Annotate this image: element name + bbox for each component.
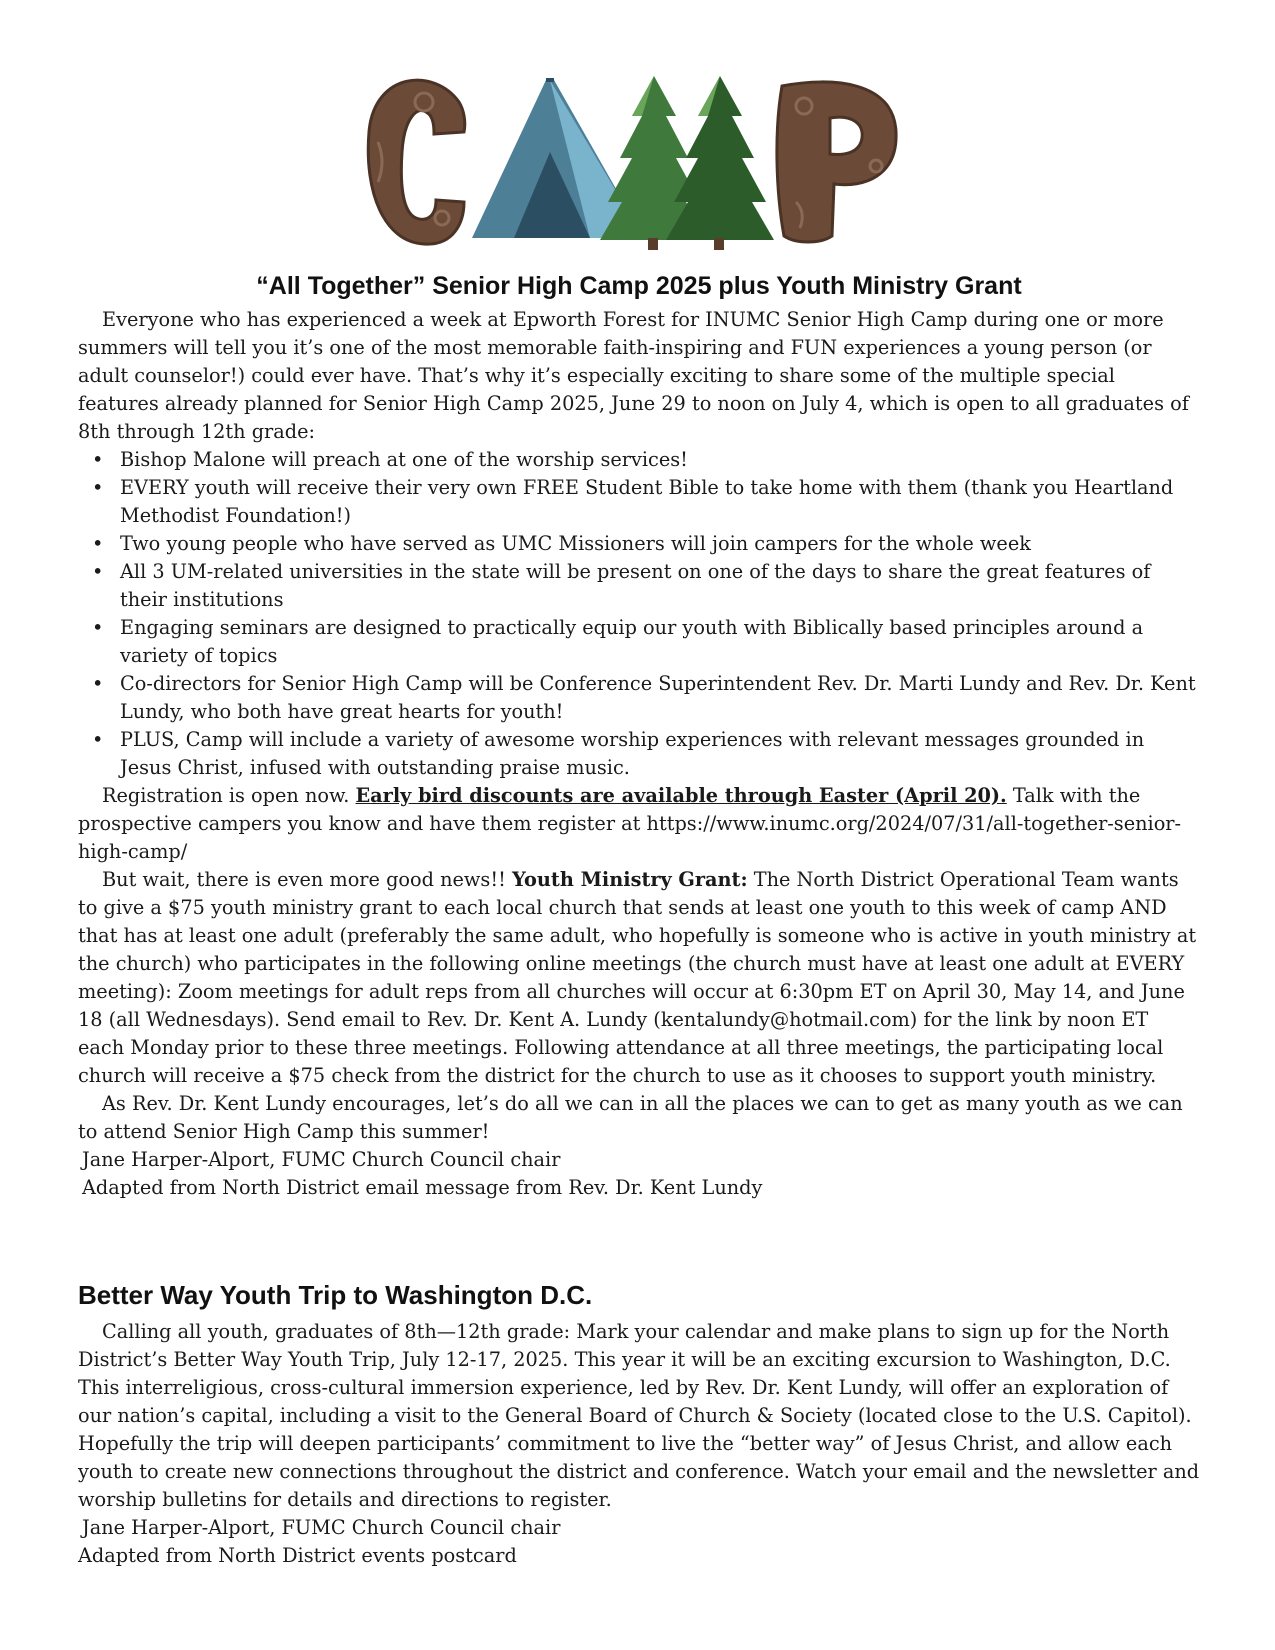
list-item: • PLUS, Camp will include a variety of awesome worship experiences with relevant messages grounded in Jesus Christ, infused with outstanding praise music.: [92, 728, 1145, 779]
list-item: • Co-directors for Senior High Camp will be Conference Superintendent Rev. Dr. Marti Lundy and Rev. Dr. Kent Lundy, who both have great hearts for youth!: [92, 672, 1196, 723]
logo-trees: [600, 76, 774, 250]
article1-title: “All Together” Senior High Camp 2025 plus Youth Ministry Grant: [256, 272, 1022, 300]
article2-body: [78, 1318, 1200, 1570]
article1-body: [78, 306, 1200, 1202]
list-item: • Engaging seminars are designed to practically equip our youth with Biblically based principles around a variety of topics: [92, 616, 1144, 667]
camp-logo-graphic: [364, 72, 924, 254]
article1-registration: Registration is open now. Early bird discounts are available through Easter (April 20). Talk with the prospective campers you know and have them register at https://www.inumc.org/2024/07/31/all-together-senior-high-camp/: [78, 784, 1182, 863]
list-item: • Two young people who have served as UMC Missioners will join campers for the whole week: [92, 532, 1031, 555]
article1-grant: But wait, there is even more good news!! Youth Ministry Grant: The North District Operational Team wants to give a $75 youth ministry grant to each local church that sends at least one youth to this week of camp AND that has at least one adult (preferably the same adult, who hopefully is someone who is active in youth ministry at the church) who participates in the following online meetings (the church must have at least one adult at EVERY meeting): Zoom meetings for adult reps from all churches will occur at 6:30pm ET on April 30, May 14, and June 18 (all Wednesdays). Send email to Rev. Dr. Kent A. Lundy (kentalundy@hotmail.com) for the link by noon ET each Monday prior to these three meetings. Following attendance at all three meetings, the participating local church will receive a $75 check from the district for the church to use as it chooses to support youth ministry.: [78, 868, 1197, 1087]
grant-label: Youth Ministry Grant:: [511, 868, 748, 891]
article2-signature: Jane Harper-Alport, FUMC Church Council chair: [82, 1516, 561, 1539]
article2-source: Adapted from North District events postcard: [78, 1544, 517, 1567]
early-bird-notice: Early bird discounts are available through Easter (April 20).: [355, 784, 1007, 807]
article1-bullet-list: [78, 446, 1200, 782]
list-item: • Bishop Malone will preach at one of the worship services!: [92, 448, 688, 471]
logo-letter-p: [777, 82, 896, 242]
article2-text: Calling all youth, graduates of 8th—12th grade: Mark your calendar and make plans to sign up for the North District’s Better Way Youth Trip, July 12-17, 2025. This year it will be an exciting excursion to Washington, D.C. This interreligious, cross-cultural immersion experience, led by Rev. Dr. Kent Lundy, will offer an exploration of our nation’s capital, including a visit to the General Board of Church & Society (located close to the U.S. Capitol). Hopefully the trip will deepen participants’ commitment to live the “better way” of Jesus Christ, and allow each youth to create new connections throughout the district and conference. Watch your email and the newsletter and worship bulletins for details and directions to register.: [78, 1320, 1200, 1511]
list-item: • All 3 UM-related universities in the state will be present on one of the days to share the great features of their institutions: [92, 560, 1151, 611]
article2-title: Better Way Youth Trip to Washington D.C.: [78, 1280, 593, 1310]
camp-logo: [364, 72, 924, 254]
article1-signature: Jane Harper-Alport, FUMC Church Council chair: [82, 1148, 561, 1171]
list-item: • EVERY youth will receive their very own FREE Student Bible to take home with them (thank you Heartland Methodist Foundation!): [92, 476, 1174, 527]
article1-closing: As Rev. Dr. Kent Lundy encourages, let’s do all we can in all the places we can to get as many youth as we can to attend Senior High Camp this summer!: [78, 1092, 1183, 1143]
article1-intro: Everyone who has experienced a week at Epworth Forest for INUMC Senior High Camp during one or more summers will tell you it’s one of the most memorable faith-inspiring and FUN experiences a young person (or adult counselor!) could ever have. That’s why it’s especially exciting to share some of the multiple special features already planned for Senior High Camp 2025, June 29 to noon on July 4, which is open to all graduates of 8th through 12th grade:: [78, 308, 1189, 443]
logo-letter-c: [368, 80, 465, 244]
article1-source: Adapted from North District email message from Rev. Dr. Kent Lundy: [82, 1176, 763, 1199]
